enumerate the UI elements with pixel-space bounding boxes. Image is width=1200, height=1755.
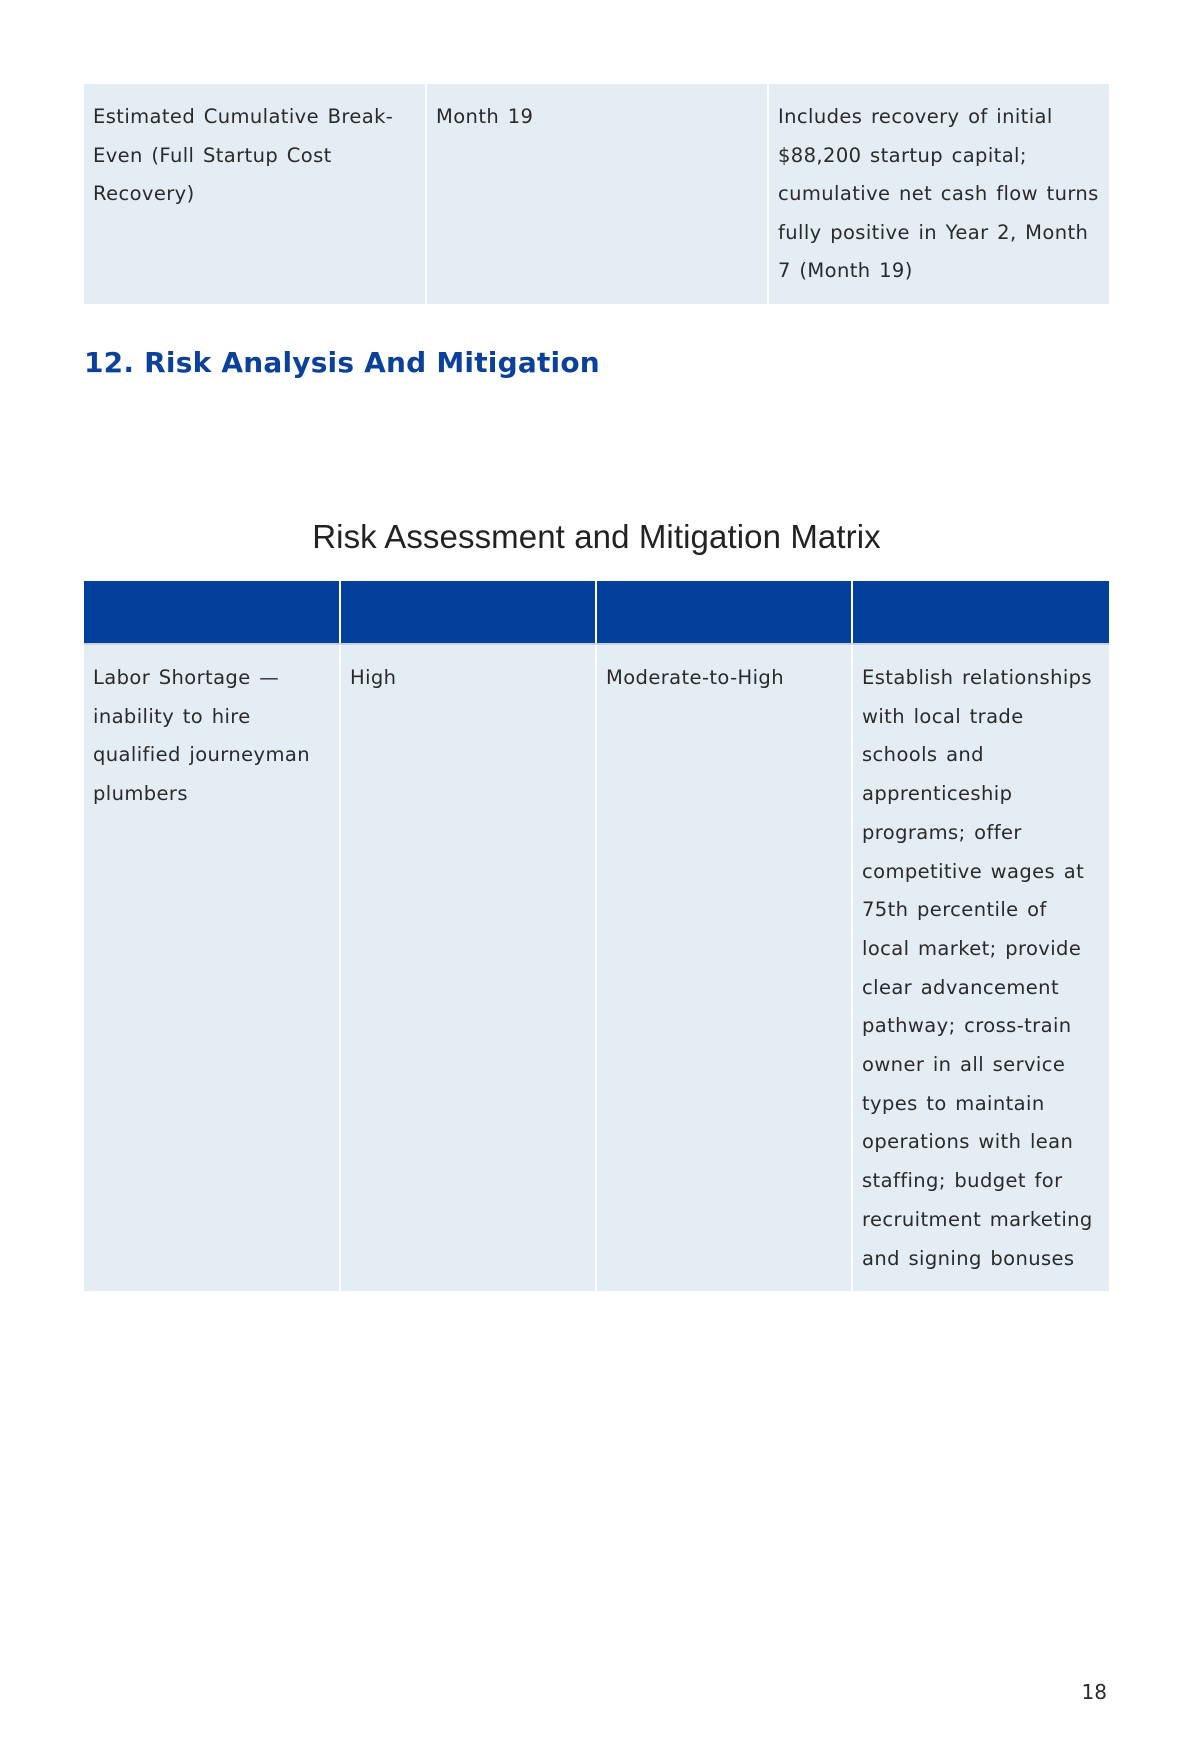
header-cell-likelihood [340, 581, 596, 644]
table-row [84, 644, 1109, 1291]
header-cell-impact [596, 581, 852, 644]
breakeven-metric-cell: Estimated Cumulative Break-Even (Full Startup Cost Recovery) [84, 84, 426, 304]
page-number: 18 [1081, 1680, 1107, 1704]
header-cell-mitigation [852, 581, 1109, 644]
header-cell-risk [84, 581, 340, 644]
risk-matrix-table [84, 581, 1109, 1291]
risk-cell: Labor Shortage — inability to hire qualified journeyman plumbers [84, 644, 340, 1291]
breakeven-notes-cell: Includes recovery of initial $88,200 startup capital; cumulative net cash flow turns fully positive in Year 2, Month 7 (Month 19) [768, 84, 1109, 304]
impact-cell: Moderate-to-High [596, 644, 852, 1291]
risk-matrix-title: Risk Assessment and Mitigation Matrix [312, 518, 881, 555]
table-header-row [84, 581, 1109, 644]
breakeven-table [84, 84, 1109, 304]
mitigation-cell: Establish relationships with local trade schools and apprenticeship programs; offer competitive wages at 75th percentile of local market; provide clear advancement pathway; cross-train owner in all service types to maintain operations with lean staffing; budget for recruitment marketing and signing bonuses [852, 644, 1109, 1291]
table-row [84, 84, 1109, 304]
section-heading: 12. Risk Analysis And Mitigation [84, 346, 600, 379]
likelihood-cell: High [340, 644, 596, 1291]
breakeven-timing-cell: Month 19 [426, 84, 768, 304]
